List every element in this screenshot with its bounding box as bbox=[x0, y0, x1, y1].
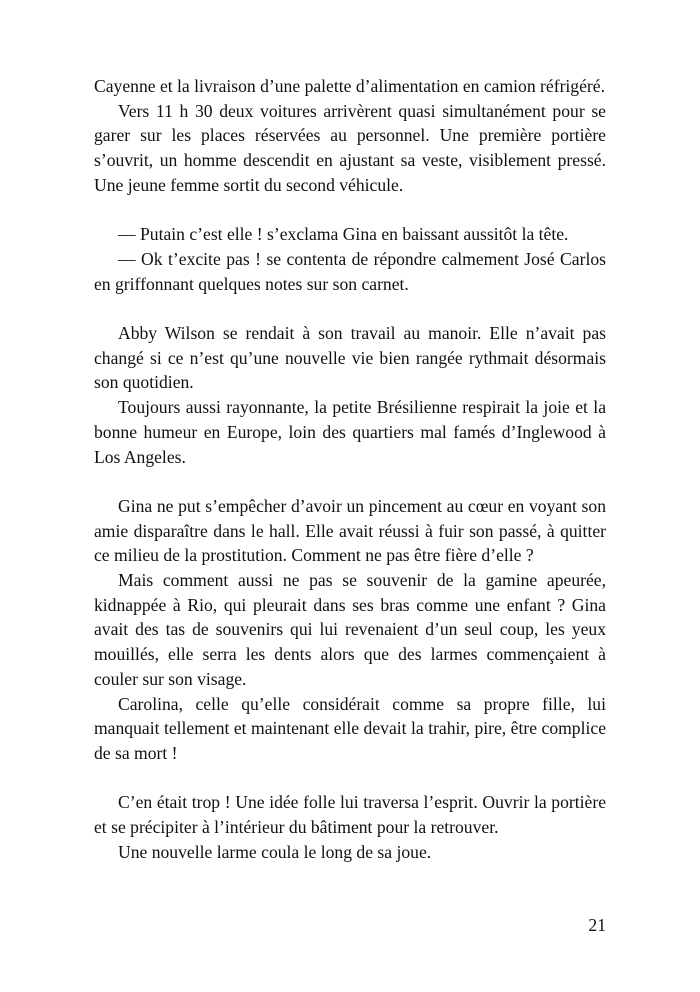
paragraph: Gina ne put s’empêcher d’avoir un pincement au cœur en voyant son amie disparaître dans le hall. Elle avait réussi à fuir son passé, à quitter ce milieu de la prostitution. Comment ne pas être fière d’elle ? bbox=[94, 495, 606, 566]
dialogue-line: — Putain c’est elle ! s’exclama Gina en baissant aussitôt la tête. bbox=[118, 224, 569, 245]
paragraph: Vers 11 h 30 deux voitures arrivèrent quasi simultanément pour se garer sur les places réservées au personnel. Une première portière s’ouvrit, un homme descendit en ajustant sa veste, visiblement pressé. Une jeune femme sortit du second véhicule. bbox=[94, 100, 606, 195]
dialogue-line: — Ok t’excite pas ! se contenta de répondre calmement José Carlos en griffonnant quelques notes sur son carnet. bbox=[94, 248, 606, 294]
section-break bbox=[94, 766, 606, 791]
paragraph: Carolina, celle qu’elle considérait comme sa propre fille, lui manquait tellement et maintenant elle devait la trahir, pire, être complice de sa mort ! bbox=[94, 693, 606, 763]
paragraph: Cayenne et la livraison d’une palette d’alimentation en camion réfrigéré. bbox=[94, 76, 605, 96]
paragraph: Une nouvelle larme coula le long de sa joue. bbox=[118, 841, 432, 862]
section-break bbox=[94, 296, 606, 321]
paragraph: Toujours aussi rayonnante, la petite Brésilienne respirait la joie et la bonne humeur en Europe, loin des quartiers mal famés d’Inglewood à Los Angeles. bbox=[94, 397, 606, 467]
paragraph: Mais comment aussi ne pas se souvenir de la gamine apeurée, kidnappée à Rio, qui pleurait dans ses bras comme une enfant ? Gina avait des tas de souvenirs qui lui revenaient d’un seul coup, les yeux mouillés, elle serra les dents alors que des larmes commençaient à couler sur son visage. bbox=[94, 570, 606, 689]
paragraph: Abby Wilson se rendait à son travail au manoir. Elle n’avait pas changé si ce n’est qu’une nouvelle vie bien rangée rythmait désormais son quotidien. bbox=[94, 323, 606, 393]
page-number: 21 bbox=[588, 915, 606, 935]
section-break bbox=[94, 198, 606, 223]
section-break bbox=[94, 469, 606, 494]
page-body bbox=[94, 74, 606, 864]
paragraph: C’en était trop ! Une idée folle lui traversa l’esprit. Ouvrir la portière et se précipiter à l’intérieur du bâtiment pour la retrouver. bbox=[94, 792, 606, 838]
